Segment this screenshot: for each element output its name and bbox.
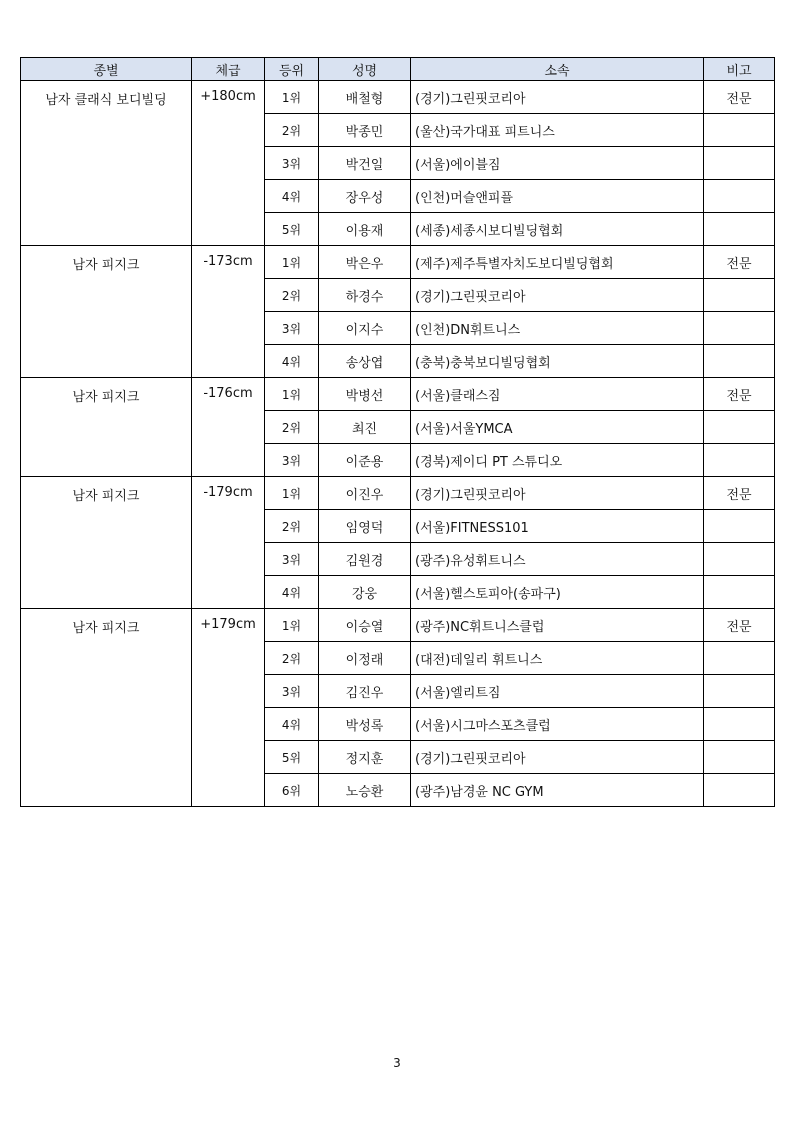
affiliation-cell: (인천)머슬앤피플 [411, 180, 704, 213]
affiliation-cell: (서울)엘리트짐 [411, 675, 704, 708]
note-cell: 전문 [704, 378, 775, 411]
note-cell [704, 543, 775, 576]
rank-cell: 1위 [265, 477, 319, 510]
note-cell: 전문 [704, 609, 775, 642]
header-category: 종별 [21, 58, 192, 81]
note-cell [704, 510, 775, 543]
affiliation-cell: (서울)헬스토피아(송파구) [411, 576, 704, 609]
affiliation-cell: (경북)제이디 PT 스튜디오 [411, 444, 704, 477]
table-row [21, 477, 775, 510]
rank-cell: 2위 [265, 279, 319, 312]
note-cell [704, 411, 775, 444]
note-cell [704, 312, 775, 345]
affiliation-cell: (경기)그린핏코리아 [411, 741, 704, 774]
table-row [21, 378, 775, 411]
note-cell [704, 114, 775, 147]
name-cell: 이진우 [319, 477, 411, 510]
rank-cell: 2위 [265, 114, 319, 147]
note-cell [704, 675, 775, 708]
header-name: 성명 [319, 58, 411, 81]
name-cell: 이용재 [319, 213, 411, 246]
weight-class-cell: +180cm [192, 81, 265, 246]
rank-cell: 4위 [265, 180, 319, 213]
rank-cell: 6위 [265, 774, 319, 807]
name-cell: 하경수 [319, 279, 411, 312]
rank-cell: 3위 [265, 147, 319, 180]
note-cell: 전문 [704, 246, 775, 279]
note-cell [704, 147, 775, 180]
affiliation-cell: (광주)NC휘트니스클럽 [411, 609, 704, 642]
rank-cell: 1위 [265, 81, 319, 114]
affiliation-cell: (서울)클래스짐 [411, 378, 704, 411]
rank-cell: 4위 [265, 708, 319, 741]
rank-cell: 1위 [265, 246, 319, 279]
name-cell: 김진우 [319, 675, 411, 708]
rank-cell: 1위 [265, 378, 319, 411]
affiliation-cell: (서울)시그마스포츠클럽 [411, 708, 704, 741]
weight-class-cell: +179cm [192, 609, 265, 807]
rank-cell: 3위 [265, 675, 319, 708]
note-cell [704, 444, 775, 477]
note-cell: 전문 [704, 477, 775, 510]
header-affiliation: 소속 [411, 58, 704, 81]
table-row [21, 246, 775, 279]
name-cell: 박종민 [319, 114, 411, 147]
weight-class-cell: -176cm [192, 378, 265, 477]
category-cell: 남자 피지크 [21, 609, 192, 807]
results-body [21, 81, 775, 807]
rank-cell: 3위 [265, 312, 319, 345]
rank-cell: 2위 [265, 642, 319, 675]
table-row [21, 609, 775, 642]
note-cell [704, 642, 775, 675]
name-cell: 송상엽 [319, 345, 411, 378]
name-cell: 김원경 [319, 543, 411, 576]
affiliation-cell: (경기)그린핏코리아 [411, 279, 704, 312]
affiliation-cell: (서울)서울YMCA [411, 411, 704, 444]
note-cell [704, 345, 775, 378]
name-cell: 정지훈 [319, 741, 411, 774]
weight-class-cell: -173cm [192, 246, 265, 378]
name-cell: 이지수 [319, 312, 411, 345]
rank-cell: 2위 [265, 510, 319, 543]
category-cell: 남자 피지크 [21, 378, 192, 477]
weight-class-cell: -179cm [192, 477, 265, 609]
name-cell: 박병선 [319, 378, 411, 411]
name-cell: 이준용 [319, 444, 411, 477]
category-cell: 남자 피지크 [21, 246, 192, 378]
affiliation-cell: (울산)국가대표 피트니스 [411, 114, 704, 147]
name-cell: 강웅 [319, 576, 411, 609]
rank-cell: 3위 [265, 543, 319, 576]
note-cell: 전문 [704, 81, 775, 114]
rank-cell: 5위 [265, 213, 319, 246]
note-cell [704, 708, 775, 741]
name-cell: 이승열 [319, 609, 411, 642]
rank-cell: 3위 [265, 444, 319, 477]
table-row [21, 81, 775, 114]
results-table [20, 57, 775, 807]
header-note: 비고 [704, 58, 775, 81]
name-cell: 최진 [319, 411, 411, 444]
category-cell: 남자 피지크 [21, 477, 192, 609]
name-cell: 이정래 [319, 642, 411, 675]
name-cell: 박건일 [319, 147, 411, 180]
affiliation-cell: (서울)FITNESS101 [411, 510, 704, 543]
header-rank: 등위 [265, 58, 319, 81]
header-weight-class: 체급 [192, 58, 265, 81]
affiliation-cell: (대전)데일리 휘트니스 [411, 642, 704, 675]
category-cell: 남자 클래식 보디빌딩 [21, 81, 192, 246]
note-cell [704, 741, 775, 774]
rank-cell: 4위 [265, 345, 319, 378]
name-cell: 박성록 [319, 708, 411, 741]
rank-cell: 1위 [265, 609, 319, 642]
affiliation-cell: (경기)그린핏코리아 [411, 477, 704, 510]
name-cell: 임영덕 [319, 510, 411, 543]
affiliation-cell: (경기)그린핏코리아 [411, 81, 704, 114]
rank-cell: 4위 [265, 576, 319, 609]
affiliation-cell: (광주)유성휘트니스 [411, 543, 704, 576]
header-row [21, 58, 775, 81]
name-cell: 박은우 [319, 246, 411, 279]
affiliation-cell: (충북)충북보디빌딩협회 [411, 345, 704, 378]
note-cell [704, 576, 775, 609]
name-cell: 배철형 [319, 81, 411, 114]
page-number: 3 [393, 1056, 401, 1070]
note-cell [704, 279, 775, 312]
affiliation-cell: (광주)남경윤 NC GYM [411, 774, 704, 807]
rank-cell: 5위 [265, 741, 319, 774]
note-cell [704, 180, 775, 213]
note-cell [704, 774, 775, 807]
note-cell [704, 213, 775, 246]
affiliation-cell: (세종)세종시보디빌딩협회 [411, 213, 704, 246]
rank-cell: 2위 [265, 411, 319, 444]
affiliation-cell: (인천)DN휘트니스 [411, 312, 704, 345]
name-cell: 노승환 [319, 774, 411, 807]
affiliation-cell: (제주)제주특별자치도보디빌딩협회 [411, 246, 704, 279]
affiliation-cell: (서울)에이블짐 [411, 147, 704, 180]
name-cell: 장우성 [319, 180, 411, 213]
